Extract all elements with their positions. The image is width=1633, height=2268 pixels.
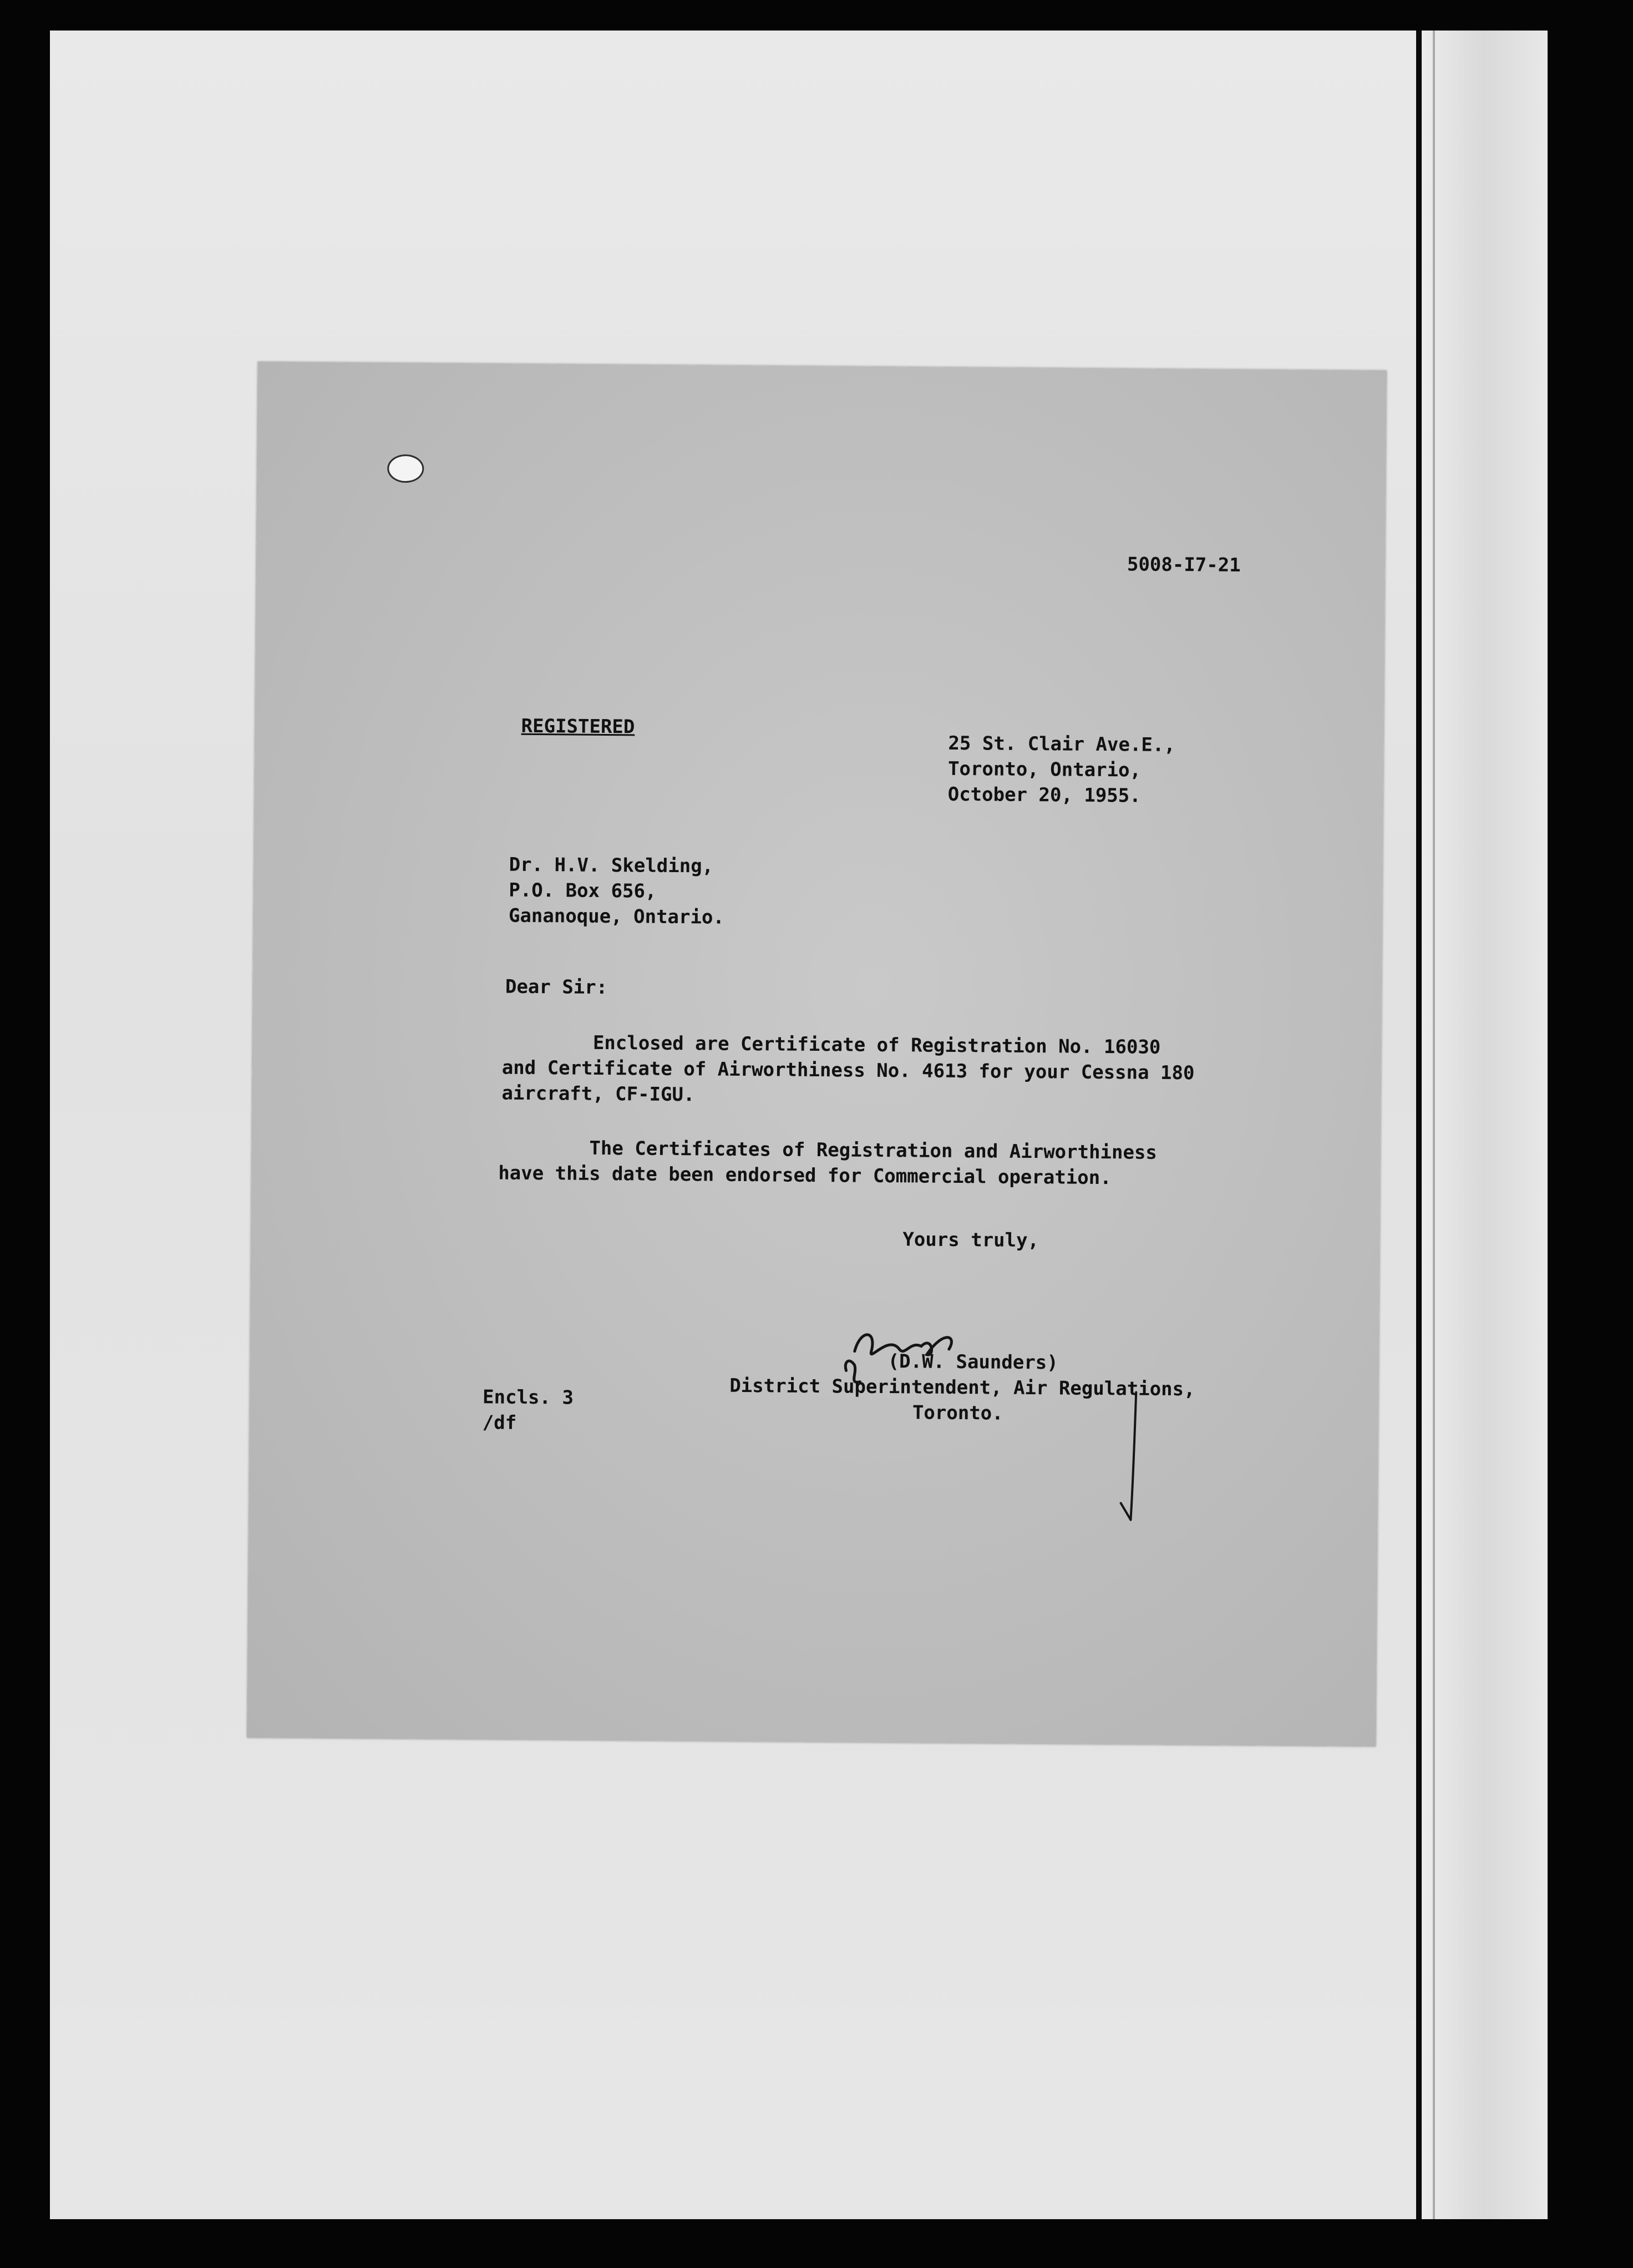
punch-hole [387, 454, 424, 483]
signatory-title: District Superintendent, Air Regulations, [729, 1374, 1195, 1401]
enclosures-note: Encls. 3 [482, 1386, 574, 1409]
registered-label: REGISTERED [521, 715, 635, 738]
letter-page [247, 362, 1386, 1746]
address-line: 25 St. Clair Ave.E., [948, 732, 1175, 757]
signatory-location: Toronto. [912, 1401, 1003, 1425]
paragraph-line: aircraft, CF-IGU. [501, 1082, 695, 1106]
signatory-name: (D.W. Saunders) [888, 1350, 1058, 1374]
recipient-line: P.O. Box 656, [509, 879, 657, 903]
typist-initials: /df [482, 1411, 517, 1434]
paragraph-line: and Certificate of Airworthiness No. 4613 for your Cessna 180 [501, 1056, 1195, 1085]
address-line: October 20, 1955. [947, 783, 1141, 807]
film-edge-strip [1420, 31, 1548, 2219]
salutation: Dear Sir: [505, 975, 608, 999]
recipient-line: Dr. H.V. Skelding, [509, 853, 714, 878]
paragraph-line: Enclosed are Certificate of Registration No. 16030 [501, 1031, 1161, 1059]
file-number: 5008-I7-21 [1127, 553, 1241, 576]
film-edge-line-secondary [1433, 31, 1435, 2219]
handwritten-arrow-mark [1114, 1389, 1148, 1528]
closing: Yours truly, [902, 1228, 1039, 1252]
film-edge-line [1416, 31, 1422, 2219]
paragraph-line: have this date been endorsed for Commercial operation. [498, 1162, 1112, 1189]
paragraph-line: The Certificates of Registration and Airworthiness [498, 1136, 1158, 1164]
recipient-line: Gananoque, Ontario. [508, 904, 725, 929]
address-line: Toronto, Ontario, [947, 757, 1142, 782]
